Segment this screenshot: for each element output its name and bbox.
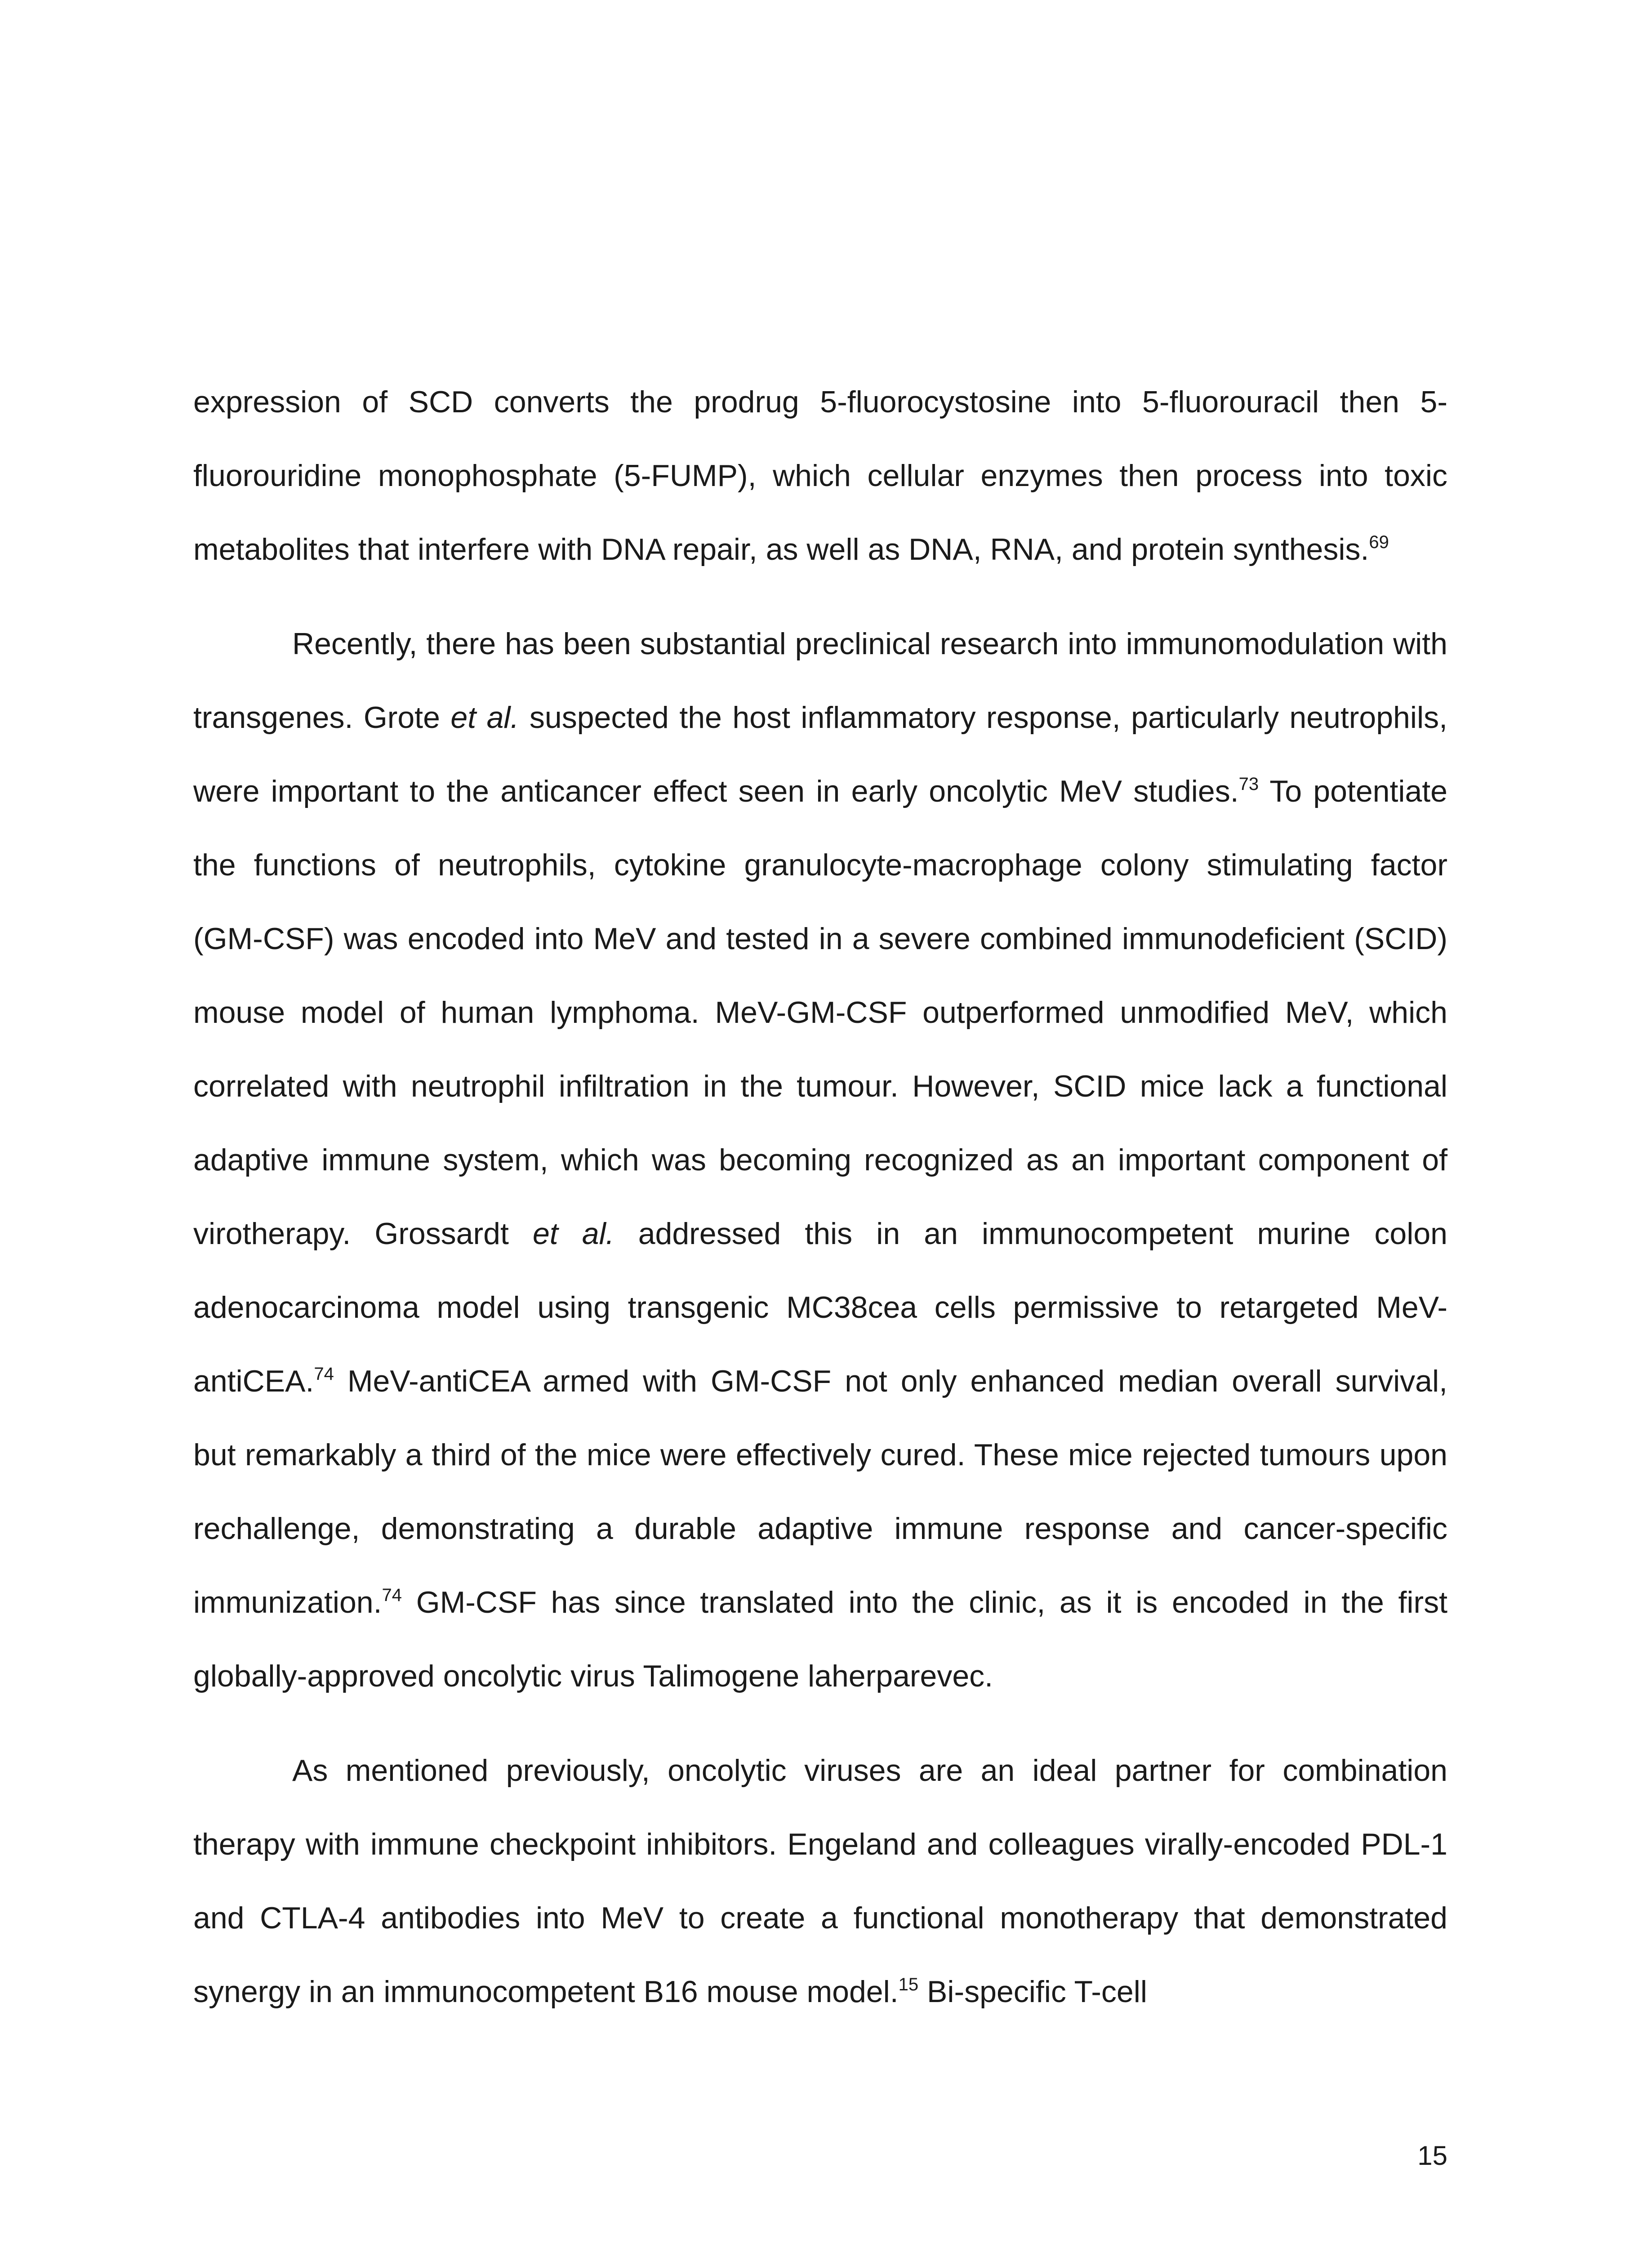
text-segment: As mentioned previously, oncolytic viruses are an ideal partner for combination therapy with immune checkpoint inhibitors. Engeland and colleagues virally-encoded PDL-1 and CTLA-4 antibodies into MeV to create a functional monotherapy that demonstrated synergy in an immunocompetent B16 mouse model.: [193, 1753, 1447, 2009]
text-segment: expression of SCD converts the prodrug 5-fluorocystosine into 5-fluorouracil then 5-fluorouridine monophosphate (5-FUMP), which cellular enzymes then process into toxic metabolites that interfere with DNA repair, as well as DNA, RNA, and protein synthesis.: [193, 385, 1447, 566]
paragraph-3: [193, 1734, 1447, 2029]
citation-superscript: 73: [1238, 774, 1259, 794]
italic-text: et al.: [532, 1217, 614, 1251]
text-segment: Recently, there has been substantial preclinical research into immunomodulation with transgenes. Grote: [193, 627, 1447, 735]
text-segment: Bi-specific T-cell: [918, 1975, 1147, 2009]
text-segment: addressed this in an immunocompetent murine colon adenocarcinoma model using transgenic MC38cea cells permissive to retargeted MeV-antiCEA.: [193, 1217, 1447, 1398]
text-segment: MeV-antiCEA armed with GM-CSF not only enhanced median overall survival, but remarkably a third of the mice were effectively cured. These mice rejected tumours upon rechallenge, demonstrating a durable adaptive immune response and cancer-specific immunization.: [193, 1364, 1447, 1619]
citation-superscript: 15: [898, 1975, 919, 1994]
page-number: 15: [1417, 2141, 1447, 2171]
citation-superscript: 74: [382, 1585, 402, 1605]
paragraph-1: [193, 365, 1447, 586]
italic-text: et al.: [450, 700, 519, 735]
body-text: [193, 365, 1447, 2029]
text-segment: GM-CSF has since translated into the clinic, as it is encoded in the first globally-approved oncolytic virus Talimogene laherparevec.: [193, 1585, 1447, 1693]
citation-superscript: 74: [314, 1364, 334, 1384]
paragraph-2: [193, 607, 1447, 1713]
citation-superscript: 69: [1369, 532, 1389, 552]
text-segment: suspected the host inflammatory response, particularly neutrophils, were important to the anticancer effect seen in early oncolytic MeV studies.: [193, 700, 1447, 808]
text-segment: To potentiate the functions of neutrophils, cytokine granulocyte-macrophage colony stimulating factor (GM-CSF) was encoded into MeV and tested in a severe combined immunodeficient (SCID) mouse model of human lymphoma. MeV-GM-CSF outperformed unmodified MeV, which correlated with neutrophil infiltration in the tumour. However, SCID mice lack a functional adaptive immune system, which was becoming recognized as an important component of virotherapy. Grossardt: [193, 774, 1447, 1251]
